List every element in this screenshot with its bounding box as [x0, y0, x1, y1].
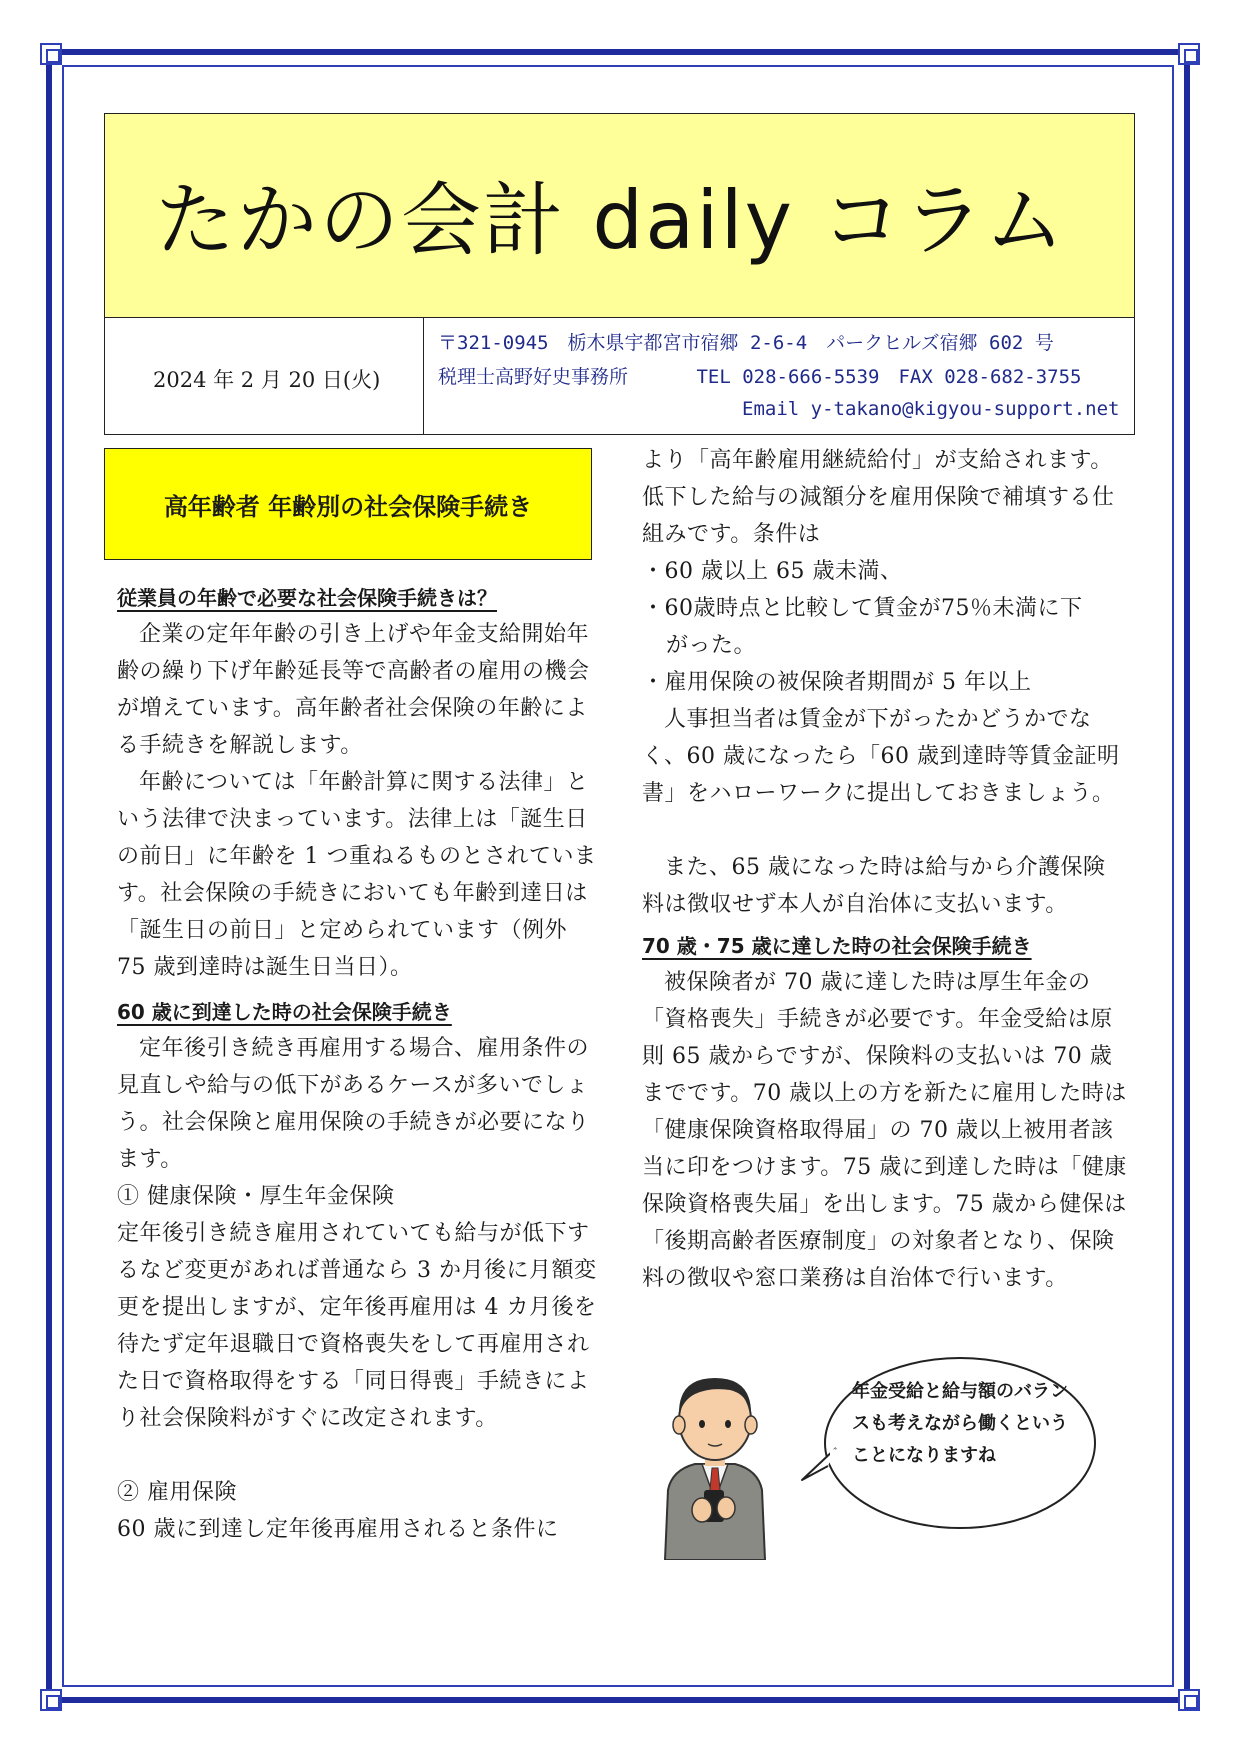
office-phone-fax: 税理士高野好史事務所 TEL 028-666-5539 FAX 028-682-3755 — [438, 366, 1082, 388]
paragraph: 定年後引き続き雇用されていても給与が低下するなど変更があれば普通なら 3 か月後に月額変更を提出しますが、定年後再雇用は 4 カ月後を待たず定年退職日で資格喪失をして再雇用された日で資格取得をする「同日得喪」手続きにより社会保険料がすぐに改定されます。 — [117, 1221, 597, 1431]
newsletter-title: たかの会計 daily コラム — [155, 174, 1067, 267]
border-corner-ornament — [1178, 43, 1200, 65]
issue-date: 2024 年 2 月 20 日(火) — [153, 368, 381, 392]
section-heading: 70 歳・75 歳に達した時の社会保険手続き — [642, 934, 1032, 958]
bullet-item: ・雇用保険の被保険者期間が 5 年以上 — [642, 670, 1032, 695]
office-address: 〒321-0945 栃木県宇都宮市宿郷 2-6-4 パークヒルズ宿郷 602 号 — [438, 332, 1054, 354]
speech-bubble-text: 年金受給と給与額のバランスも考えながら働くということになりますね — [852, 1381, 1068, 1466]
paragraph: 60 歳に到達し定年後再雇用されると条件に — [117, 1517, 559, 1542]
paragraph: 企業の定年年齢の引き上げや年金支給開始年齢の繰り下げ年齢延長等で高齢者の雇用の機会が増えています。高年齢者社会保険の年齢による手続きを解説します。 — [117, 622, 590, 758]
date-cell — [105, 318, 424, 434]
title-area — [105, 114, 1134, 318]
border-corner-ornament — [1178, 1689, 1200, 1711]
bullet-item-continued: がった。 — [666, 633, 757, 658]
paragraph: 定年後引き続き再雇用する場合、雇用条件の見直しや給与の低下があるケースが多いでしょう。社会保険と雇用保険の手続きが必要になります。 — [117, 1036, 590, 1172]
headline-box — [104, 448, 592, 560]
article-headline: 高年齢者 年齢別の社会保険手続き — [163, 493, 533, 521]
bullet-item: ・60 歳以上 65 歳未満、 — [642, 559, 903, 584]
list-item-heading: ① 健康保険・厚生年金保険 — [117, 1184, 395, 1209]
newsletter-header — [104, 113, 1135, 435]
bullet-item: ・60歳時点と比較して賃金が75％未満に下 — [642, 596, 1083, 621]
contact-cell — [424, 318, 1134, 434]
border-corner-ornament — [40, 1689, 62, 1711]
section-heading: 従業員の年齢で必要な社会保険手続きは？ — [117, 586, 497, 610]
border-corner-ornament — [40, 43, 62, 65]
businessman-illustration — [650, 1360, 780, 1560]
list-item-heading: ② 雇用保険 — [117, 1480, 237, 1505]
section-heading: 60 歳に到達した時の社会保険手続き — [117, 1000, 452, 1024]
paragraph: 被保険者が 70 歳に達した時は厚生年金の「資格喪失」手続きが必要です。年金受給は原則 65 歳からですが、保険料の支払いは 70 歳までです。70 歳以上の方を新たに雇用した時は「健康保険資格取得届」の 70 歳以上被用者該当に印をつけます。75 歳に到達した時は「健康保険資格喪失届」を出します。75 歳から健保は「後期高齢者医療制度」の対象者となり、保険料の徴収や窓口業務は自治体で行います。 — [642, 970, 1127, 1291]
paragraph: 人事担当者は賃金が下がったかどうかでなく、60 歳になったら「60 歳到達時等賃金証明書」をハローワークに提出しておきましょう。 — [642, 707, 1120, 806]
paragraph: より「高年齢雇用継続給付」が支給されます。低下した給与の減額分を雇用保険で補填する仕組みです。条件は — [642, 448, 1115, 547]
office-email[interactable]: Email y-takano@kigyou-support.net — [742, 398, 1120, 420]
paragraph: 年齢については「年齢計算に関する法律」という法律で決まっています。法律上は「誕生日の前日」に年齢を 1 つ重ねるものとされています。社会保険の手続きにおいても年齢到達日は「誕生日の前日」と定められています（例外 75 歳到達時は誕生日当日）。 — [117, 770, 597, 980]
paragraph: また、65 歳になった時は給与から介護保険料は徴収せず本人が自治体に支払います。 — [642, 855, 1106, 917]
